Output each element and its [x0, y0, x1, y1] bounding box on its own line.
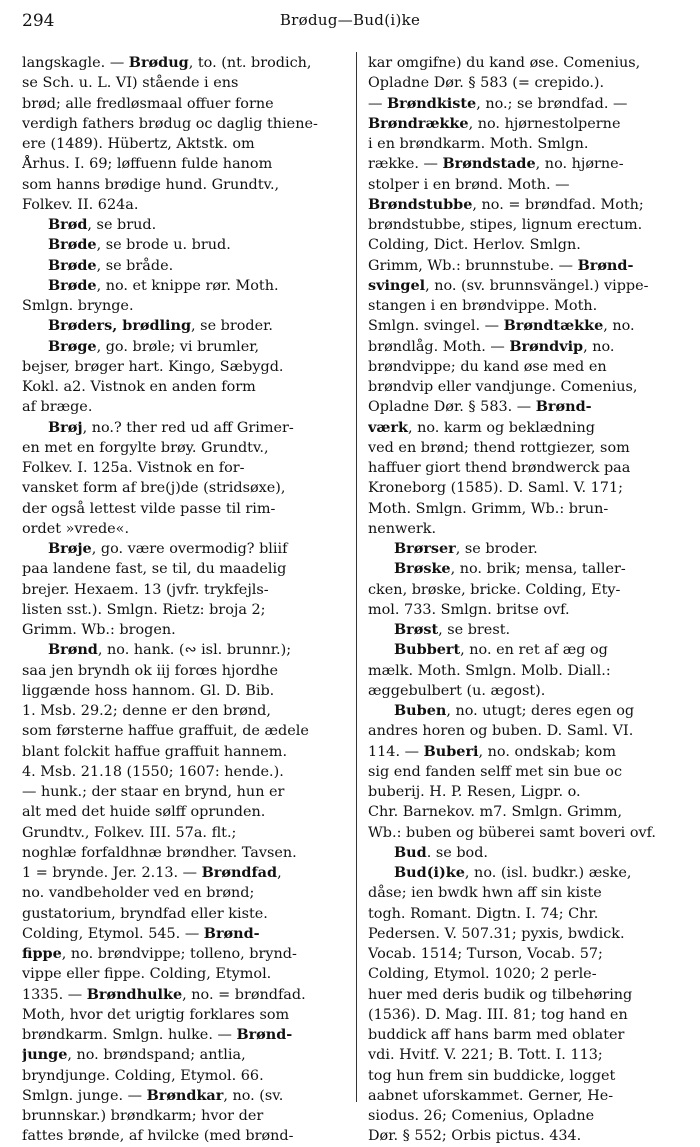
line-text: Grimm, Wb.: brunnstube. —: [368, 257, 578, 274]
line-text: , no.; se brøndfad. —: [476, 95, 628, 112]
text-line: [368, 438, 688, 458]
line-text: listen sst.). Smlgn. Rietz: broja 2;: [22, 601, 266, 618]
line-text: Moth, hvor det urigtig forklares som: [22, 1006, 290, 1023]
text-line: [368, 337, 688, 357]
line-text: Kokl. a2. Vistnok en anden form: [22, 379, 256, 395]
line-text: alt med det huide sølff oprunden.: [22, 804, 266, 821]
text-line: [22, 397, 344, 417]
line-text: i en brøndkarm. Moth. Smlgn.: [368, 136, 589, 152]
line-text: , se brest.: [438, 622, 511, 638]
line-text: brød; alle fredløsmaal offuer forne: [22, 95, 274, 112]
text-line: [22, 681, 344, 701]
text-line: [22, 904, 344, 924]
line-text: række. —: [368, 156, 443, 173]
headword: værk: [368, 418, 408, 436]
headword: Brøde: [48, 236, 97, 254]
headword: Brøndtække: [503, 317, 604, 335]
text-line: [22, 782, 344, 802]
text-line: [22, 256, 344, 276]
text-line: [368, 681, 688, 701]
headword: Brøske: [394, 560, 451, 578]
headword: Brønd-: [535, 398, 592, 416]
headword: Buberi: [423, 742, 479, 760]
text-line: [368, 377, 688, 397]
text-line: [368, 235, 688, 255]
text-line: [22, 964, 344, 984]
line-text: Smlgn. junge. —: [22, 1087, 147, 1104]
line-text: stangen i en brøndvippe. Moth.: [368, 298, 598, 314]
text-line: [22, 559, 344, 579]
line-text: andres horen og buben. D. Saml. VI.: [368, 723, 634, 740]
line-text: liggænde hoss hannom. Gl. D. Bib.: [22, 682, 275, 699]
text-line: [22, 742, 344, 762]
headword: Buben: [394, 702, 447, 719]
line-text: , no.? ther red ud aff Grimer-: [82, 419, 294, 436]
text-line: [368, 539, 688, 559]
line-text: langskagle. —: [22, 55, 129, 71]
text-line: [368, 73, 688, 93]
text-line: [22, 478, 344, 498]
line-text: mol. 733. Smlgn. britse ovf.: [368, 601, 570, 618]
line-text: Grundtv., Folkev. III. 57a. flt.;: [22, 824, 237, 841]
text-line: [368, 357, 688, 377]
headword: Brøndkiste: [386, 94, 477, 112]
text-line: [368, 215, 688, 235]
line-text: 114. —: [368, 743, 424, 760]
line-text: se Sch. u. L. VI) stående i ens: [22, 75, 239, 92]
line-text: saa jen bryndh ok iij forœs hjordhe: [22, 662, 279, 679]
headword: Brøde: [48, 256, 97, 274]
text-line: [22, 600, 344, 620]
line-text: nenwerk.: [368, 520, 437, 537]
headword: Brøje: [48, 540, 92, 557]
line-text: , no. hjørne-: [535, 156, 624, 173]
text-line: [368, 276, 688, 296]
line-text: , to. (nt. brodich,: [188, 55, 312, 71]
text-line: [22, 418, 344, 438]
text-line: [22, 134, 344, 154]
headword: Brød: [48, 216, 88, 233]
line-text: siodus. 26; Comenius, Opladne: [368, 1108, 595, 1124]
line-text: af bræge.: [22, 399, 93, 416]
line-text: (1536). D. Mag. III. 81; tog hand en: [368, 1006, 628, 1023]
line-text: sig end fanden selff met sin bue oc: [368, 763, 623, 780]
line-text: Colding, Dict. Herlov. Smlgn.: [368, 237, 581, 254]
line-text: Vocab. 1514; Turson, Vocab. 57;: [368, 946, 603, 962]
line-text: dåse; ien bwdk hwn aff sin kiste: [368, 885, 602, 902]
text-line: [368, 316, 688, 336]
line-text: Folkev. II. 624a.: [22, 196, 139, 213]
line-text: , no. brøndvippe; tolleno, brynd-: [61, 946, 297, 962]
text-line: [22, 1086, 344, 1106]
line-text: Grimm. Wb.: brogen.: [22, 622, 176, 638]
line-text: , no. et knippe rør. Moth.: [96, 277, 279, 294]
line-text: . se bod.: [426, 844, 488, 861]
text-line: [22, 499, 344, 519]
line-text: Colding, Etymol. 1020; 2 perle-: [368, 966, 597, 983]
text-line: [22, 802, 344, 822]
line-text: haffuer giort thend brøndwerck paa: [368, 460, 631, 476]
text-line: [22, 640, 344, 660]
line-text: , se brode u. brud.: [96, 237, 231, 254]
line-text: aabnet uforskammet. Gerner, He-: [368, 1087, 614, 1104]
line-text: buddick aff hans barm med oblater: [368, 1027, 625, 1043]
text-line: [368, 1025, 688, 1045]
text-line: [22, 1066, 344, 1086]
text-line: [22, 924, 344, 944]
line-text: gustatorium, bryndfad eller kiste.: [22, 905, 268, 922]
line-text: vdi. Hvitf. V. 221; B. Tott. I. 113;: [368, 1047, 603, 1064]
line-text: Dør. § 552; Orbis pictus. 434.: [368, 1128, 582, 1145]
line-text: Smlgn. brynge.: [22, 298, 134, 314]
text-line: [368, 661, 688, 681]
text-line: [368, 883, 688, 903]
text-line: [368, 600, 688, 620]
headword: Bud(i)ke: [394, 864, 465, 881]
line-text: blant folckit haffue graffuit hannem.: [22, 743, 288, 760]
text-line: [22, 195, 344, 215]
text-line: [368, 478, 688, 498]
text-line: [22, 357, 344, 377]
line-text: Århus. I. 69; løffuenn fulde hanom: [22, 156, 273, 173]
line-text: 4. Msb. 21.18 (1550; 1607: hende.).: [22, 763, 284, 780]
line-text: buberij. H. P. Resen, Ligpr. o.: [368, 784, 581, 800]
text-line: [368, 134, 688, 154]
text-line: [368, 94, 688, 114]
text-line: [22, 863, 344, 883]
headword: fippe: [22, 945, 62, 962]
text-line: [22, 620, 344, 640]
line-text: stolper i en brønd. Moth. —: [368, 176, 570, 193]
line-text: , no.: [583, 338, 615, 355]
text-line: [22, 1106, 344, 1126]
line-text: brøndkarm. Smlgn. hulke. —: [22, 1027, 237, 1043]
text-line: [22, 539, 344, 559]
text-line: [368, 114, 688, 134]
line-text: 1335. —: [22, 986, 87, 1003]
text-line: [368, 904, 688, 924]
line-text: , no. = brøndfad.: [182, 986, 306, 1003]
headword: Brønd-: [577, 256, 634, 274]
line-text: , se broder.: [455, 541, 538, 557]
line-text: brøndlåg. Moth. —: [368, 338, 510, 355]
line-text: kar omgifne) du kand øse. Comenius,: [368, 55, 641, 71]
text-line: [368, 640, 688, 660]
headword: Brørser: [394, 540, 456, 557]
text-line: [22, 377, 344, 397]
line-text: cken, brøske, bricke. Colding, Ety-: [368, 581, 621, 598]
text-line: [368, 418, 688, 438]
line-text: , no. en ret af æg og: [460, 642, 608, 659]
text-line: [368, 1066, 688, 1086]
line-text: , no. hjørnestolperne: [468, 115, 621, 132]
line-text: tog hun frem sin buddicke, logget: [368, 1067, 616, 1084]
line-text: , no. (sv. brunnsvängel.) vippe-: [425, 277, 649, 294]
line-text: ved en brønd; thend rottgiezer, som: [368, 439, 630, 456]
text-line: [368, 742, 688, 762]
text-line: [22, 114, 344, 134]
line-text: , go. brøle; vi brumler,: [96, 338, 260, 355]
text-line: [368, 823, 688, 843]
headword: Brønd-: [203, 924, 260, 942]
line-text: Colding, Etymol. 545. —: [22, 925, 204, 942]
line-text: , no. (isl. budkr.) æske,: [464, 865, 632, 881]
line-text: som førsterne haffue graffuit, de ædele: [22, 723, 309, 740]
text-line: [368, 701, 688, 721]
line-text: som hanns brødige hund. Grundtv.,: [22, 176, 280, 193]
text-line: [368, 296, 688, 316]
line-text: verdigh fathers brødug oc daglig thiene-: [22, 115, 318, 132]
text-line: [22, 458, 344, 478]
headword: Brøge: [48, 337, 97, 355]
text-line: [368, 1045, 688, 1065]
line-text: ordet »vrede«.: [22, 520, 130, 537]
line-text: togh. Romant. Digtn. I. 74; Chr.: [368, 905, 599, 922]
text-line: [368, 944, 688, 964]
line-text: , no. utugt; deres egen og: [446, 703, 635, 719]
line-text: , se broder.: [191, 318, 274, 335]
text-line: [22, 73, 344, 93]
line-text: Folkev. I. 125a. Vistnok en for-: [22, 460, 245, 476]
text-line: [22, 235, 344, 255]
line-text: , no. karm og beklædning: [407, 419, 595, 436]
headword: Brøndrække: [368, 114, 469, 132]
text-line: [368, 620, 688, 640]
headword: Brødug: [128, 54, 189, 71]
line-text: der også lettest vilde passe til rim-: [22, 500, 276, 517]
text-line: [368, 499, 688, 519]
line-text: , se brud.: [87, 217, 157, 233]
text-line: [22, 296, 344, 316]
line-text: brøndstubbe, stipes, lignum erectum.: [368, 217, 643, 233]
headword: junge: [22, 1046, 68, 1064]
text-line: [368, 1126, 688, 1146]
line-text: fattes brønde, af hvilcke (med brønd-: [22, 1128, 294, 1145]
text-line: [22, 276, 344, 296]
text-line: [22, 843, 344, 863]
text-line: [22, 1005, 344, 1025]
text-line: [22, 1025, 344, 1045]
text-line: [22, 94, 344, 114]
text-line: [368, 985, 688, 1005]
text-line: [368, 519, 688, 539]
headword: Brøndvip: [509, 337, 584, 355]
text-line: [368, 397, 688, 417]
text-line: [22, 661, 344, 681]
text-line: [368, 843, 688, 863]
running-head: Brødug—Bud(i)ke: [279, 11, 421, 29]
headword: Brøde: [48, 276, 97, 294]
column-divider: [356, 52, 357, 1102]
text-line: [22, 580, 344, 600]
text-line: [22, 721, 344, 741]
line-text: ,: [277, 865, 282, 881]
text-line: [22, 883, 344, 903]
line-text: noghlæ forfaldhnæ brøndher. Tavsen.: [22, 844, 297, 861]
text-line: [368, 458, 688, 478]
text-line: [22, 1045, 344, 1065]
text-line: [368, 580, 688, 600]
text-line: [368, 256, 688, 276]
text-line: [368, 559, 688, 579]
line-text: ere (1489). Hübertz, Aktstk. om: [22, 136, 255, 152]
text-line: [368, 1005, 688, 1025]
text-line: [368, 924, 688, 944]
page-number: 294: [22, 11, 55, 31]
text-line: [22, 519, 344, 539]
line-text: Opladne Dør. § 583 (= crepido.).: [368, 75, 605, 92]
line-text: 1. Msb. 29.2; denne er den brønd,: [22, 703, 271, 719]
line-text: paa landene fast, se til, du maadelig: [22, 561, 287, 578]
line-text: Chr. Barnekov. m7. Smlgn. Grimm,: [368, 804, 623, 821]
line-text: Moth. Smlgn. Grimm, Wb.: brun-: [368, 500, 609, 517]
line-text: , no. = brøndfad. Moth;: [472, 196, 644, 213]
headword: Brøders, brødling: [48, 317, 192, 335]
text-line: [22, 175, 344, 195]
line-text: —: [368, 95, 387, 112]
line-text: Smlgn. svingel. —: [368, 318, 504, 335]
headword: Brøst: [394, 621, 439, 638]
line-text: , no.: [603, 318, 635, 335]
line-text: no. vandbeholder ved en brønd;: [22, 885, 255, 902]
line-text: Wb.: buben og büberei samt boveri ovf.: [368, 824, 657, 841]
line-text: æggebulbert (u. ægost).: [368, 682, 546, 699]
headword: Brøj: [48, 418, 83, 436]
headword: svingel: [368, 276, 426, 294]
text-line: [368, 53, 688, 73]
headword: Brøndfad: [201, 864, 278, 881]
line-text: , no. brøndspand; antlia,: [67, 1047, 246, 1064]
text-line: [22, 823, 344, 843]
text-line: [368, 964, 688, 984]
line-text: bejser, brøger hart. Kingo, Sæbygd.: [22, 358, 284, 375]
headword: Bubbert: [394, 641, 461, 659]
line-text: 1 = brynde. Jer. 2.13. —: [22, 865, 202, 881]
line-text: vippe eller fippe. Colding, Etymol.: [22, 966, 272, 983]
text-line: [22, 1126, 344, 1146]
line-text: mælk. Moth. Smlgn. Molb. Diall.:: [368, 662, 611, 679]
line-text: , no. ondskab; kom: [478, 743, 616, 760]
text-line: [22, 215, 344, 235]
line-text: , no. brik; mensa, taller-: [450, 561, 626, 578]
line-text: Opladne Dør. § 583. —: [368, 399, 536, 416]
text-line: [368, 762, 688, 782]
text-line: [22, 985, 344, 1005]
headword: Brønd-: [236, 1026, 293, 1043]
headword: Brøndkar: [146, 1086, 224, 1104]
line-text: Kroneborg (1585). D. Saml. V. 171;: [368, 480, 623, 497]
text-line: [368, 1086, 688, 1106]
line-text: brøndvip eller vandjunge. Comenius,: [368, 379, 638, 395]
headword: Brøndstade: [442, 155, 536, 173]
text-line: [22, 154, 344, 174]
text-line: [22, 316, 344, 336]
line-text: vansket form af bre(j)de (stridsøxe),: [22, 480, 286, 497]
right-column: [368, 53, 688, 1147]
line-text: , no. hank. (∾ isl. brunnr.);: [97, 642, 292, 659]
line-text: bryndjunge. Colding, Etymol. 66.: [22, 1067, 264, 1084]
headword: Brøndstubbe: [368, 195, 473, 213]
line-text: en met en forgylte brøy. Grundtv.,: [22, 439, 269, 456]
line-text: brøndvippe; du kand øse med en: [368, 358, 607, 375]
line-text: huer med deris budik og tilbehøring: [368, 986, 633, 1003]
line-text: — hunk.; der staar en brynd, hun er: [22, 784, 285, 800]
text-line: [22, 337, 344, 357]
line-text: , se bråde.: [96, 257, 174, 274]
text-line: [22, 762, 344, 782]
text-line: [22, 438, 344, 458]
text-line: [368, 863, 688, 883]
headword: Brøndhulke: [86, 985, 183, 1003]
text-line: [368, 175, 688, 195]
text-line: [368, 782, 688, 802]
headword: Brønd: [48, 641, 98, 659]
line-text: brunnskar.) brøndkarm; hvor der: [22, 1108, 264, 1124]
line-text: , no. (sv.: [223, 1087, 284, 1104]
line-text: Pedersen. V. 507.31; pyxis, bwdick.: [368, 925, 625, 942]
text-line: [368, 154, 688, 174]
text-line: [368, 802, 688, 822]
text-line: [22, 701, 344, 721]
text-line: [368, 1106, 688, 1126]
text-line: [22, 944, 344, 964]
text-line: [368, 195, 688, 215]
text-line: [22, 53, 344, 73]
left-column: [22, 53, 344, 1147]
line-text: , go. være overmodig? bliif: [91, 541, 288, 557]
headword: Bud: [394, 843, 427, 861]
line-text: brejer. Hexaem. 13 (jvfr. trykfejls-: [22, 581, 269, 598]
text-line: [368, 721, 688, 741]
